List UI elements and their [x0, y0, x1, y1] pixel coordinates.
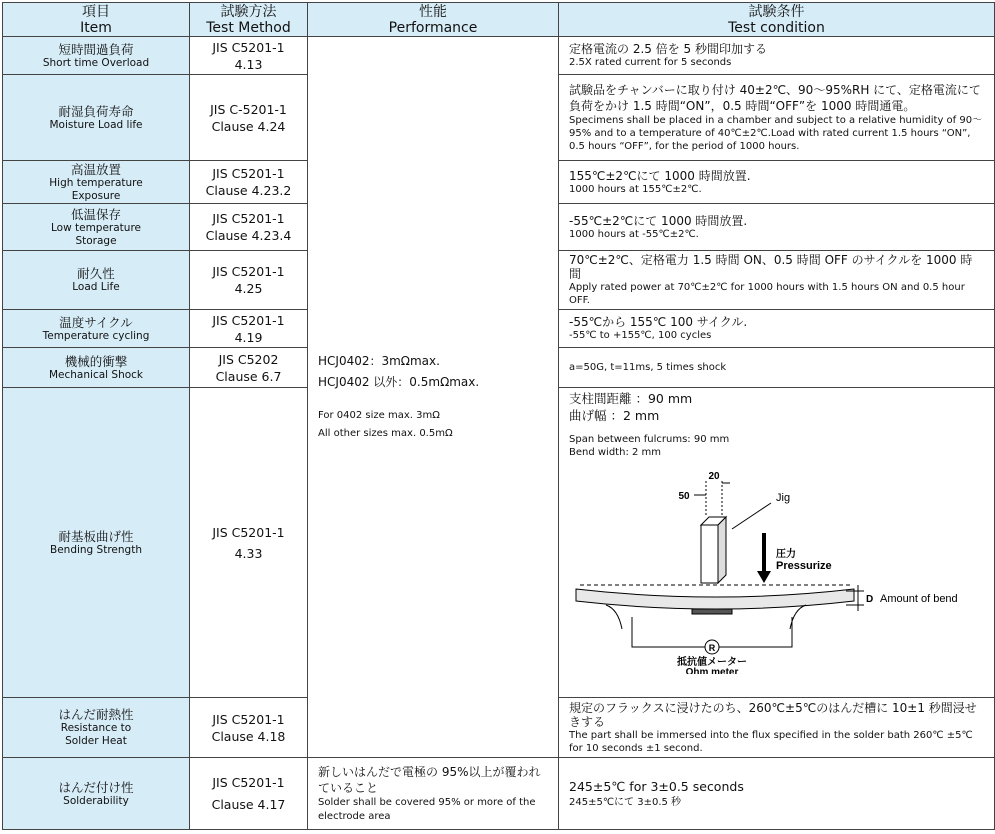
- method-line: Clause 4.17: [211, 797, 286, 812]
- item-en: Solder Heat: [65, 735, 127, 747]
- perf-en-line: For 0402 size max. 3mΩ: [318, 410, 440, 421]
- method-cell: [190, 204, 308, 251]
- perf-jp-line: HCJ0402 以外：0.5mΩmax.: [318, 375, 480, 389]
- header-method: [190, 3, 308, 37]
- dim-50-label: 50: [678, 491, 690, 502]
- r-label: R: [708, 643, 716, 653]
- method-line: JIS C5201-1: [212, 312, 285, 328]
- jig-label: Jig: [776, 492, 791, 504]
- header-method-en: Test Method: [206, 19, 291, 36]
- header-perf-en: Performance: [388, 19, 478, 36]
- method-cell: [190, 37, 308, 75]
- condition-cell: [559, 75, 995, 161]
- cond-en: Specimens shall be placed in a chamber and subject to a relative humidity of 90～95% and to a temperature of 40℃±2℃.Load with rated current 1.5 hours “ON”, 0.5 hours “OFF”, for the period of 1000 hours.: [569, 115, 983, 152]
- item-en: Exposure: [71, 189, 121, 202]
- item-jp: 短時間過負荷: [58, 41, 134, 57]
- header-item-jp: 項目: [82, 3, 110, 20]
- cond-en: Bend width: 2 mm: [569, 447, 662, 458]
- header-method-jp: 試験方法: [220, 3, 277, 20]
- method-line: 4.13: [234, 56, 263, 72]
- item-en: Solderability: [63, 794, 129, 807]
- method-line: Clause 6.7: [215, 368, 282, 384]
- dim-20-label: 20: [708, 471, 720, 482]
- jig-leader: [732, 503, 771, 529]
- pressure-arrow-shaft: [762, 533, 766, 573]
- method-line: 4.25: [234, 281, 263, 296]
- cond-jp: -55℃±2℃にて 1000 時間放置.: [569, 213, 748, 228]
- bending-test-diagram: [566, 459, 981, 674]
- method-line: JIS C5201-1: [212, 775, 285, 790]
- method-cell: [190, 698, 308, 758]
- table-row: [3, 758, 995, 830]
- method-line: JIS C5201-1: [212, 524, 285, 540]
- cond-jp: 曲げ幅 ：2 mm: [569, 408, 660, 423]
- condition-cell: [559, 161, 995, 204]
- header-cond-jp: 試験条件: [748, 3, 805, 20]
- item-jp: 機械的衝撃: [64, 353, 128, 369]
- perf-en: Solder shall be covered 95% or more of the electrode area: [318, 796, 536, 822]
- item-en: Bending Strength: [50, 543, 142, 556]
- condition-cell: [559, 251, 995, 310]
- perf-jp-line: HCJ0402：3mΩmax.: [318, 354, 440, 368]
- pressure-jp-label: 圧力: [776, 549, 796, 560]
- item-cell: [3, 310, 190, 348]
- condition-cell: [559, 348, 995, 388]
- cond-jp: -55℃から 155℃ 100 サイクル.: [569, 315, 748, 329]
- header-item-en: Item: [80, 19, 112, 36]
- condition-cell: [559, 310, 995, 348]
- method-line: 4.33: [234, 545, 263, 561]
- cond-en: 1000 hours at 155℃±2℃.: [569, 183, 702, 195]
- method-line: JIS C5202: [218, 351, 279, 367]
- cond-jp: 支柱間距離 ：90 mm: [569, 391, 693, 406]
- pressure-en-label: Pressurize: [776, 560, 832, 572]
- method-line: Clause 4.23.4: [205, 228, 292, 243]
- condition-cell: [559, 758, 995, 830]
- cond-en: 1000 hours at -55℃±2℃.: [569, 228, 699, 240]
- item-en: Short time Overload: [42, 56, 150, 69]
- method-line: 4.19: [234, 329, 263, 345]
- method-line: JIS C5201-1: [212, 211, 285, 226]
- method-cell: [190, 758, 308, 830]
- item-en: Moisture Load life: [49, 118, 143, 131]
- cond-line: 245±5℃にて 3±0.5 秒: [569, 797, 682, 808]
- condition-cell: [559, 37, 995, 75]
- method-line: JIS C5201-1: [212, 711, 285, 727]
- cond-jp: 70℃±2℃、定格電力 1.5 時間 ON、0.5 時間 OFF のサイクルを 1000 時間: [569, 253, 973, 281]
- item-jp: 低温保存: [70, 206, 121, 222]
- method-cell: [190, 388, 308, 698]
- item-en: Load Life: [72, 281, 120, 293]
- shared-performance-cell: [308, 37, 559, 758]
- cond-en: Span between fulcrums: 90 mm: [569, 434, 730, 445]
- item-cell: [3, 348, 190, 388]
- item-jp: はんだ耐熱性: [58, 707, 134, 722]
- support-left: [606, 605, 622, 629]
- condition-cell: [559, 204, 995, 251]
- method-cell: [190, 75, 308, 161]
- amount-of-bend-label: Amount of bend: [880, 593, 958, 605]
- perf-jp: 新しいはんだで電極の 95%以上が覆われていること: [318, 764, 541, 795]
- cond-line: 245±5℃ for 3±0.5 seconds: [569, 779, 744, 794]
- test-spec-table: [2, 2, 995, 830]
- header-performance: [308, 3, 559, 37]
- item-cell: [3, 698, 190, 758]
- cond-en: -55℃ to +155℃, 100 cycles: [569, 330, 712, 341]
- cond-en: a=50G, t=11ms, 5 times shock: [569, 362, 727, 373]
- method-cell: [190, 310, 308, 348]
- item-cell: [3, 204, 190, 251]
- item-en: Storage: [75, 234, 117, 247]
- cond-jp: 試験品をチャンバーに取り付け 40±2℃、90～95%RH にて、定格電流にて負荷をかけ 1.5 時間“ON”，0.5 時間“OFF”を 1000 時間通電。: [569, 83, 981, 113]
- perf-en-line: All other sizes max. 0.5mΩ: [318, 428, 453, 439]
- method-line: JIS C-5201-1: [210, 101, 287, 117]
- jig-block: [701, 525, 718, 583]
- header-condition: [559, 3, 995, 37]
- method-line: JIS C5201-1: [212, 264, 285, 279]
- table-row: [3, 37, 995, 75]
- d-label: D: [866, 594, 874, 605]
- cond-jp: 規定のフラックスに浸けたのち、260℃±5℃のはんだ槽に 10±1 秒間浸せきする: [569, 700, 977, 729]
- test-board: [576, 589, 854, 609]
- item-jp: はんだ付け性: [58, 779, 134, 795]
- cond-jp: 定格電流の 2.5 倍を 5 秒間印加する: [569, 42, 767, 56]
- method-line: JIS C5201-1: [212, 39, 285, 55]
- item-en: Mechanical Shock: [48, 368, 143, 381]
- performance-cell: [308, 758, 559, 830]
- item-en: Temperature cycling: [42, 329, 150, 342]
- component-chip: [692, 609, 732, 614]
- cond-jp: 155℃±2℃にて 1000 時間放置.: [569, 168, 751, 183]
- item-cell: [3, 161, 190, 204]
- condition-cell: [559, 388, 995, 698]
- method-line: Clause 4.24: [211, 118, 286, 134]
- cond-en: Apply rated power at 70℃±2℃ for 1000 hours with 1.5 hours ON and 0.5 hour OFF.: [569, 282, 965, 306]
- item-en: Resistance to: [60, 722, 132, 734]
- ohm-meter-jp-label: 抵抗値メーター: [677, 657, 747, 668]
- jig-side: [718, 517, 726, 583]
- item-cell: [3, 758, 190, 830]
- item-en: High temperature: [49, 176, 143, 189]
- item-cell: [3, 251, 190, 310]
- table-header-row: [3, 3, 995, 37]
- meter-wire-left: [632, 617, 706, 647]
- item-jp: 温度サイクル: [59, 314, 133, 330]
- method-cell: [190, 348, 308, 388]
- method-line: JIS C5201-1: [212, 166, 285, 181]
- cond-en: 2.5X rated current for 5 seconds: [569, 57, 732, 68]
- item-jp: 高温放置: [70, 161, 121, 177]
- meter-wire-right: [718, 617, 792, 647]
- method-cell: [190, 161, 308, 204]
- cond-en: The part shall be immersed into the flux specified in the solder bath 260℃ ±5℃ for 10 seconds ±1 second.: [569, 729, 973, 754]
- item-jp: 耐久性: [77, 266, 115, 281]
- pressure-arrow-head: [757, 571, 771, 583]
- method-cell: [190, 251, 308, 310]
- method-line: Clause 4.23.2: [205, 183, 292, 198]
- header-cond-en: Test condition: [728, 19, 825, 36]
- method-line: Clause 4.18: [211, 728, 286, 744]
- item-jp: 耐基板曲げ性: [58, 528, 134, 544]
- item-en: Low temperature: [50, 221, 141, 234]
- item-jp: 耐湿負荷寿命: [58, 103, 134, 119]
- header-item: [3, 3, 190, 37]
- header-perf-jp: 性能: [419, 3, 447, 20]
- condition-cell: [559, 698, 995, 758]
- ohm-meter-en-label: Ohm meter: [685, 667, 739, 674]
- item-cell: [3, 388, 190, 698]
- item-cell: [3, 75, 190, 161]
- item-cell: [3, 37, 190, 75]
